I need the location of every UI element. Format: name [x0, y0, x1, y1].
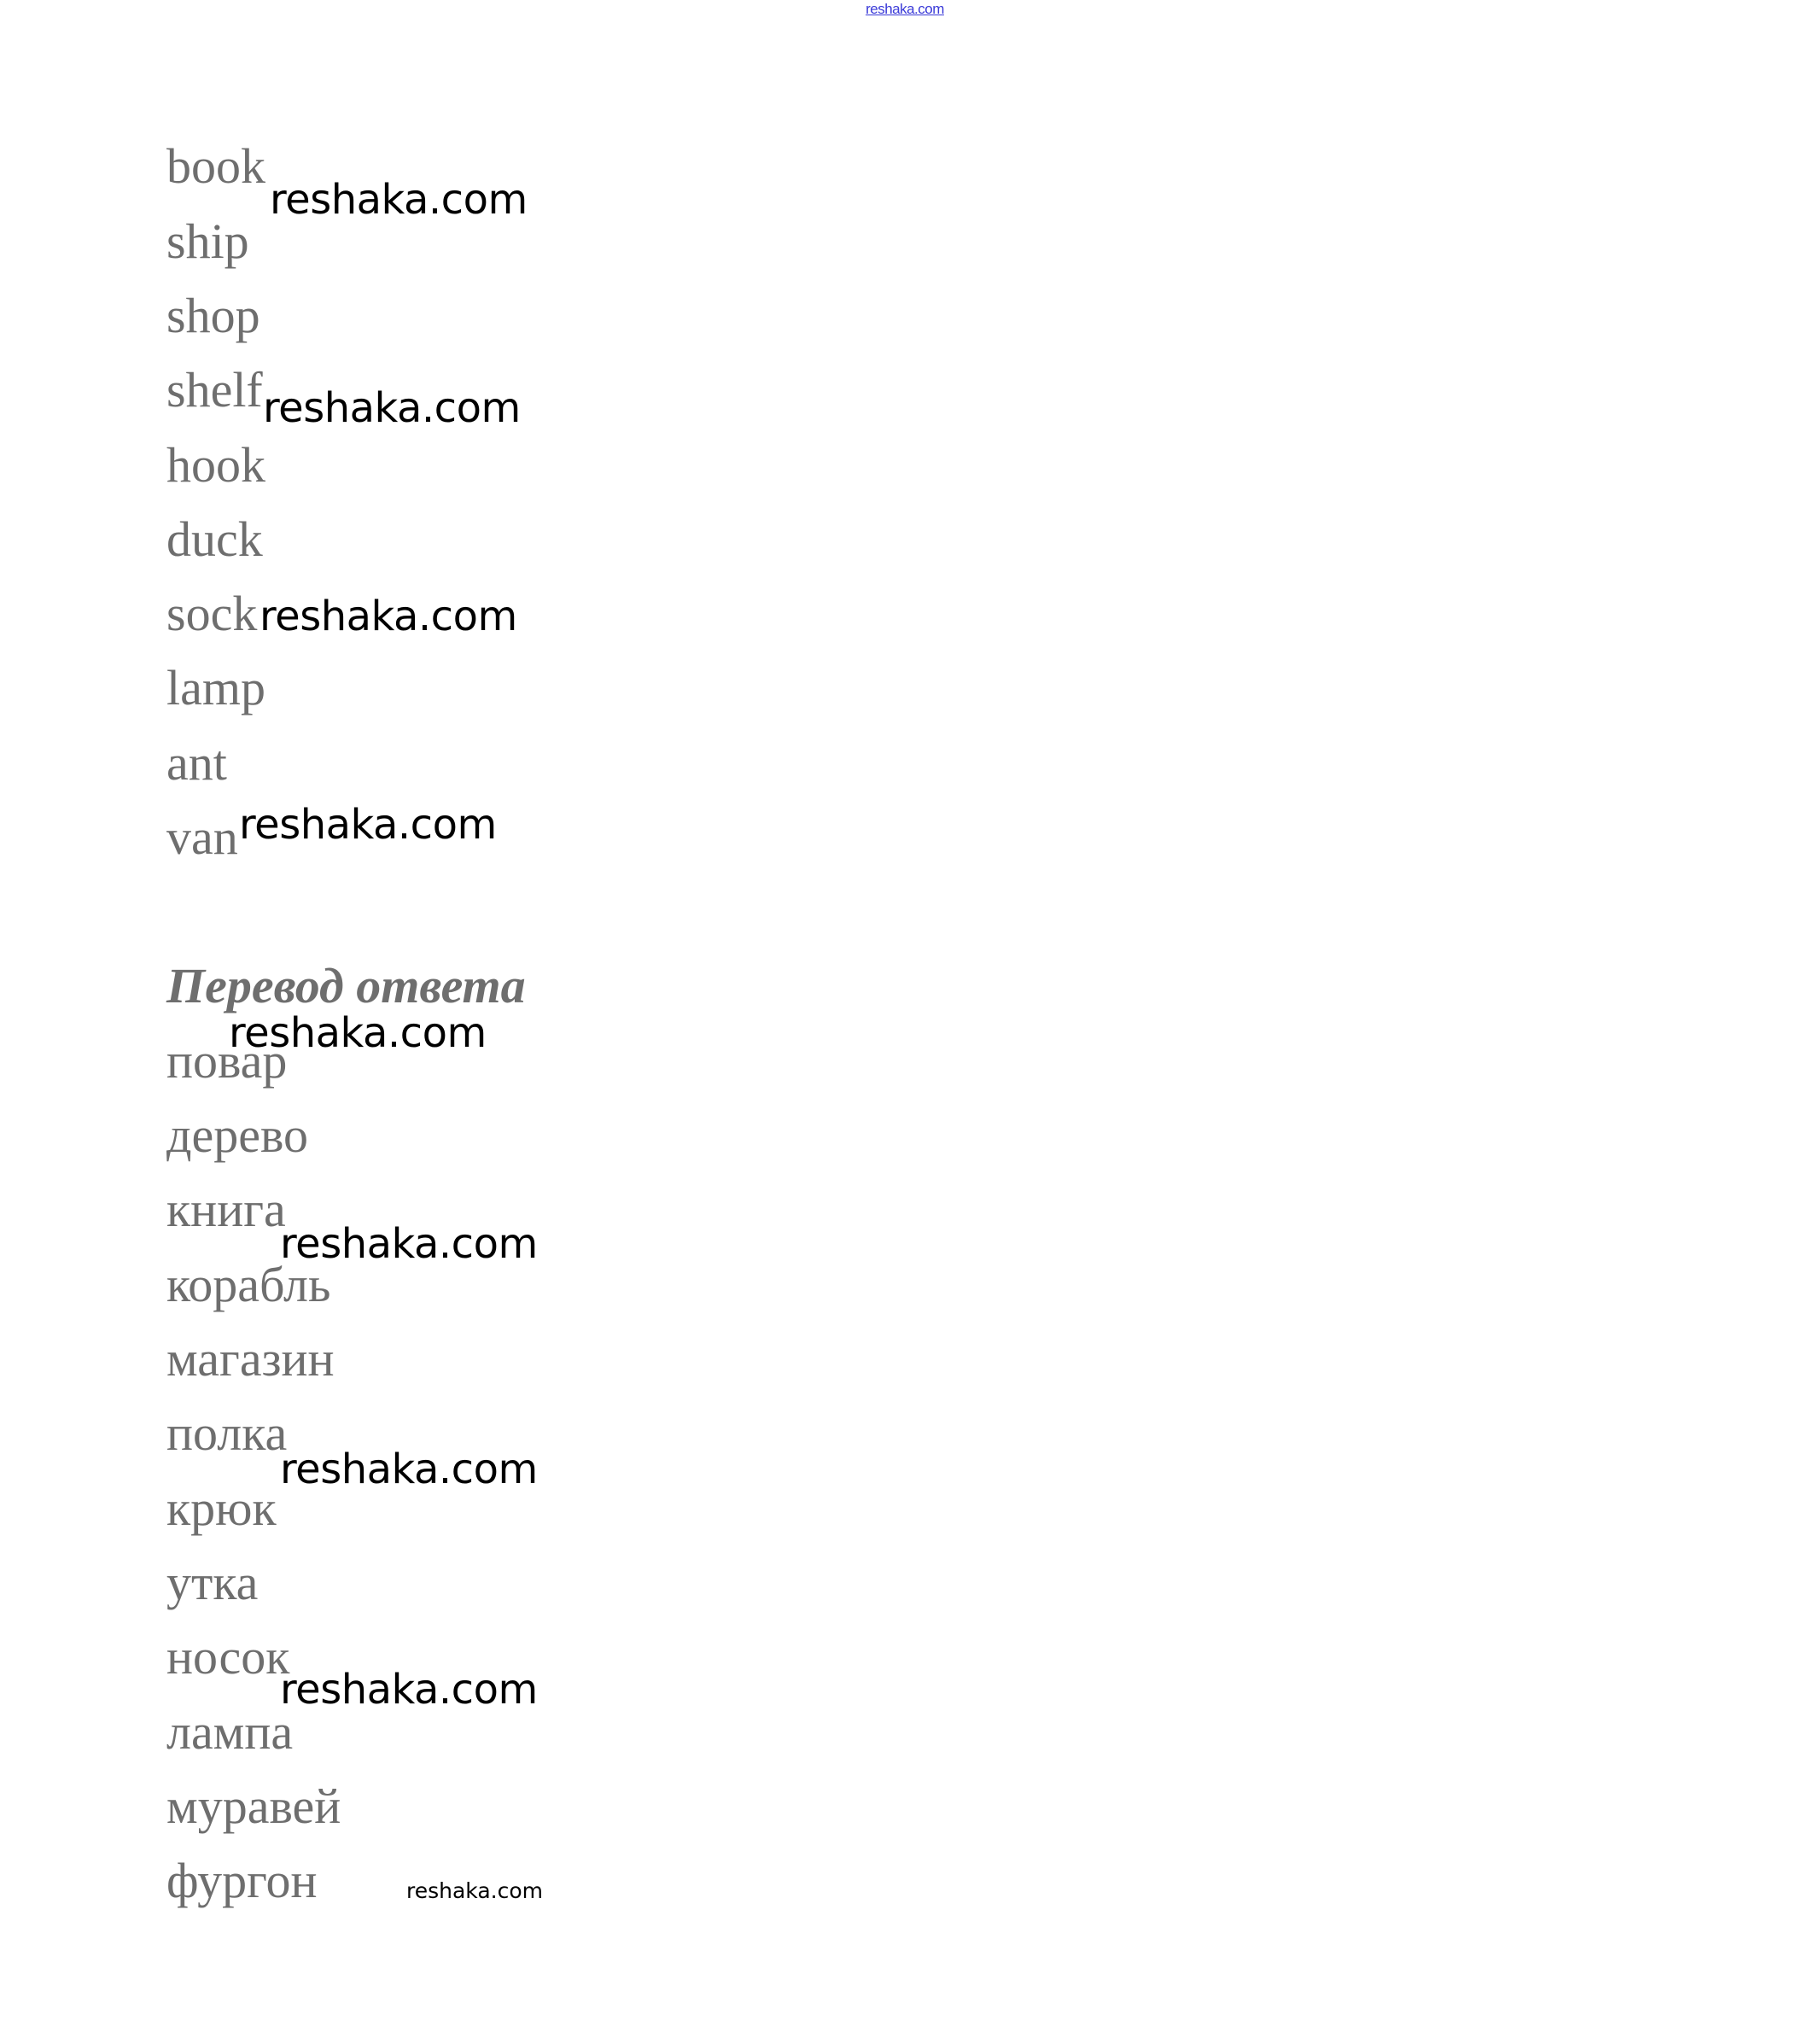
- watermark-small: reshaka.com: [406, 1878, 543, 1903]
- translation-word-2: дерево: [166, 1107, 308, 1163]
- translation-word-10: лампа: [166, 1704, 294, 1760]
- watermark: reshaka.com: [280, 1666, 538, 1714]
- translation-word-9: носок: [166, 1629, 290, 1685]
- word-sock: sock: [166, 586, 258, 641]
- watermark: reshaka.com: [280, 1445, 538, 1493]
- word-ship: ship: [166, 213, 249, 269]
- translation-word-7: крюк: [166, 1480, 277, 1536]
- word-ant: ant: [166, 735, 227, 791]
- watermark: reshaka.com: [270, 176, 528, 224]
- site-link[interactable]: reshaka.com: [866, 1, 944, 17]
- word-shop: shop: [166, 288, 260, 343]
- watermark: reshaka.com: [260, 593, 517, 640]
- translation-word-3: книга: [166, 1182, 286, 1237]
- watermark: reshaka.com: [239, 801, 497, 849]
- translation-word-8: утка: [166, 1555, 259, 1610]
- word-duck: duck: [166, 511, 263, 567]
- word-book: book: [166, 138, 265, 194]
- watermark: reshaka.com: [263, 384, 521, 432]
- translation-word-1: повар: [166, 1033, 288, 1089]
- word-hook: hook: [166, 437, 265, 493]
- translation-word-11: муравей: [166, 1778, 341, 1834]
- translation-word-5: магазин: [166, 1331, 335, 1387]
- translation-word-12: фургон: [166, 1853, 318, 1908]
- translation-word-6: полка: [166, 1405, 288, 1461]
- word-van: van: [166, 809, 238, 865]
- watermark: reshaka.com: [280, 1220, 538, 1268]
- word-lamp: lamp: [166, 660, 265, 715]
- word-shelf: shelf: [166, 362, 263, 418]
- translation-heading: Перевод ответа: [166, 958, 526, 1013]
- watermark: reshaka.com: [229, 1009, 487, 1057]
- translation-word-4: корабль: [166, 1257, 331, 1312]
